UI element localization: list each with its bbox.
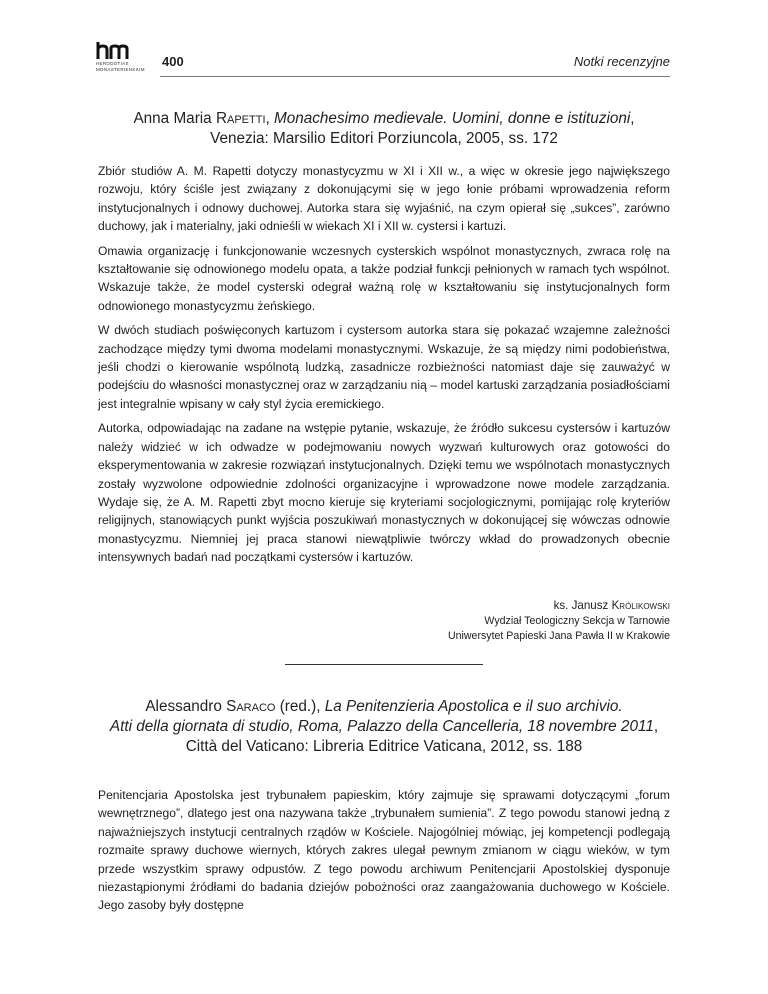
- review2-author-first: Alessandro: [145, 698, 227, 715]
- review1-paragraph: Zbiór studiów A. M. Rapetti dotyczy monastycyzmu w XI i XII w., a więc w okresie jego największego rozwoju, który ściśle jest związany z dokonującymi się w jego łonie próbami wprowadzenia reform instytucjonalnych i odnowy duchowej. Autorka stara się wyjaśnić, na czym opierał się „sukces”, zarówno duchowy, jak i materialny, jaki odnieśli w wiekach XI i XII w. cystersi i kartuzi.: [98, 164, 670, 234]
- review1-heading: [98, 109, 670, 149]
- review2-title: La Penitenzieria Apostolica e il suo archivio.: [324, 698, 623, 715]
- review2-heading-line2: [98, 717, 670, 737]
- review2-editor-tag: (red.),: [275, 698, 325, 715]
- review2-heading-line1: [98, 697, 670, 717]
- logo-caption-1: HERODOTIAS: [96, 61, 129, 66]
- review2-body: [98, 786, 670, 921]
- hm-logo-icon: [96, 40, 130, 60]
- review1-paragraph: Omawia organizację i funkcjonowanie wczesnych cysterskich wspólnot monastycznych, zwraca rolę na kształtowanie się odnowionego modelu opata, a także podział funkcji pełnionych w ramach tych wspólnot. Wskazuje także, że model cysterski odegrał ważną rolę w kształtowaniu się instytucjonalnych form odnowionego monastycyzmu żeńskiego.: [98, 243, 670, 313]
- review2-paragraph: Penitencjaria Apostolska jest trybunałem papieskim, który zajmuje się sprawami dotyczącymi „forum wewnętrznego”, dlatego jest ona nazywana także „trybunałem sumienia”. Z tego powodu stanowi jedną z najważniejszych instytucji centralnych rządów w Kościele. Najogólniej mówiąc, jej kompetencji podlegają rozmaite sprawy duchowe wiernych, których zakres ulegał pewnym zmianom w ciągu wieków, w tym przede wszystkim sprawy odpustów. Z tego powodu archiwum Penitencjarii Apostolskiej dysponuje niezastąpionymi źródłami do badania dziejów pobożności oraz zaangażowania duchowego w Kościele. Jego zasoby były dostępne: [98, 788, 670, 913]
- review1-title: Monachesimo medievale. Uomini, donne e istituzioni: [274, 110, 631, 127]
- signature-last: Królikowski: [611, 599, 670, 612]
- logo-caption-2: MONASTERIENSIUM: [96, 67, 145, 72]
- review2-subtitle-tail: ,: [653, 718, 659, 735]
- review1-signature: [448, 598, 670, 644]
- section-divider: [285, 664, 483, 665]
- running-head: Notki recenzyjne: [573, 54, 670, 69]
- page-number: 400: [162, 54, 184, 69]
- review2-heading: [98, 697, 670, 757]
- review1-sep: ,: [265, 110, 275, 127]
- signature-affiliation-2: Uniwersytet Papieski Jana Pawła II w Krakowie: [448, 630, 670, 642]
- review2-publisher: Città del Vaticano: Libreria Editrice Vaticana, 2012, ss. 188: [185, 738, 583, 755]
- signature-name: [448, 598, 670, 614]
- review1-publisher: Venezia: Marsilio Editori Porziuncola, 2005, ss. 172: [210, 130, 558, 147]
- review1-author-first: Anna Maria: [133, 110, 216, 127]
- header-rule: [160, 76, 670, 77]
- review1-body: [98, 162, 670, 573]
- signature-first: ks. Janusz: [553, 599, 612, 612]
- review2-author-last: Saraco: [226, 698, 276, 715]
- journal-logo: [96, 40, 156, 84]
- review1-paragraph: Autorka, odpowiadając na zadane na wstępie pytanie, wskazuje, że źródło sukcesu cystersów i kartuzów należy widzieć w ich odwadze w podejmowaniu nowych wyzwań kulturowych oraz gotowości do eksperymentowania w zakresie rozwiązań instytucjonalnych. Dzięki temu we wspólnotach monastycznych zostały wyzwolone odpowiednie zdolności organizacyjne i wprowadzone nowe modele zarządzania. Wydaje się, że A. M. Rapetti zbyt mocno kieruje się kryteriami socjologicznymi, pomijając rolę kryteriów religijnych, stanowiących punkt wyjścia poszukiwań monastycznych w dokonującej się wówczas odnowie monastycyzmu. Niemniej jej praca stanowi niewątpliwie twórczy wkład do prowadzonych obecnie intensywnych badań nad początkami cystersów i kartuzów.: [98, 421, 670, 565]
- review1-paragraph: W dwóch studiach poświęconych kartuzom i cystersom autorka stara się pokazać wzajemne zależności zachodzące między tymi dwoma modelami monastycznymi. Wskazuje, że są między nimi podobieństwa, jeśli chodzi o kierowanie wspólnotą ludzką, zasadnicze rozbieżności natomiast daje się zauważyć w podejściu do własności monastycznej oraz w zarządzaniu nią – model kartuski zarządzania posiadłościami jest integralnie wpisany w cały styl życia eremickiego.: [98, 323, 670, 411]
- review1-author-last: Rapetti: [215, 110, 266, 127]
- review2-subtitle: Atti della giornata di studio, Roma, Palazzo della Cancelleria, 18 novembre 2011: [109, 718, 654, 735]
- signature-affiliation-1: Wydział Teologiczny Sekcja w Tarnowie: [484, 615, 670, 627]
- review1-heading-line1: Anna Maria Rapetti, Monachesimo medievale. Uomini, donne e istituzioni,: [133, 110, 635, 127]
